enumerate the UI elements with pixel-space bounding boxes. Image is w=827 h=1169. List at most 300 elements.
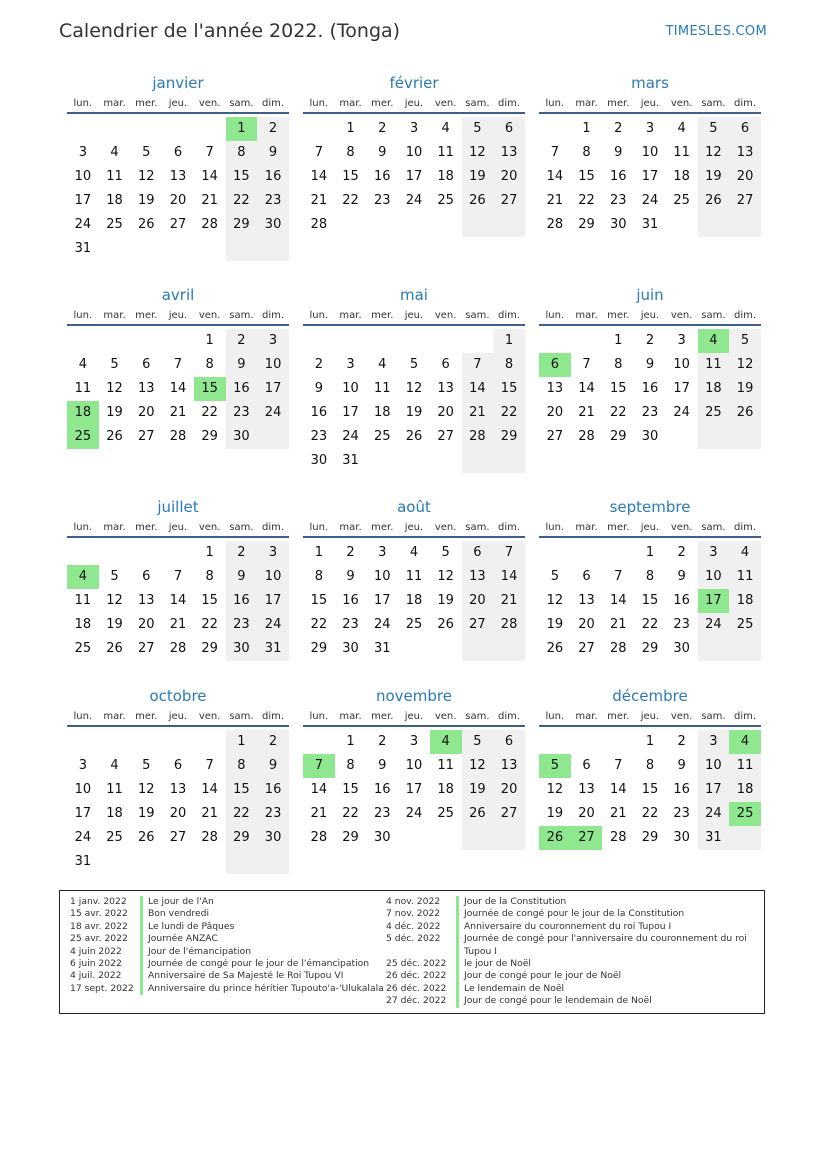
day-cell: 6 bbox=[729, 117, 761, 141]
weekday-label: sam. bbox=[701, 98, 726, 109]
day-cell: 18 bbox=[729, 589, 761, 613]
day-cell: 25 bbox=[437, 193, 454, 208]
weekday-label: jeu. bbox=[404, 522, 424, 533]
day-cell: 28 bbox=[546, 217, 564, 232]
day-cell: 30 bbox=[226, 637, 258, 661]
weekday-label: jeu. bbox=[640, 522, 660, 533]
empty-cell bbox=[335, 213, 367, 237]
day-cell: 18 bbox=[106, 806, 123, 821]
empty-cell bbox=[162, 730, 194, 754]
weekday-label: lun. bbox=[545, 522, 565, 533]
day-cell: 22 bbox=[201, 617, 218, 632]
day-cell: 13 bbox=[493, 141, 525, 165]
day-cell: 11 bbox=[437, 758, 454, 773]
weekday-header bbox=[539, 305, 761, 326]
weekday-label: mar. bbox=[103, 522, 126, 533]
day-cell: 1 bbox=[314, 545, 323, 560]
day-cell: 11 bbox=[405, 569, 423, 584]
day-cell: 23 bbox=[310, 429, 328, 444]
day-cell: 28 bbox=[169, 641, 187, 656]
day-cell: 26 bbox=[405, 429, 423, 444]
empty-cell bbox=[462, 826, 494, 850]
day-cell: 13 bbox=[493, 754, 525, 778]
empty-cell bbox=[67, 117, 99, 141]
day-cell: 24 bbox=[257, 613, 289, 637]
day-cell: 13 bbox=[437, 381, 454, 396]
page-title: Calendrier de l'année 2022. (Tonga) bbox=[59, 20, 401, 42]
day-cell: 23 bbox=[342, 617, 359, 632]
holiday-legend-row bbox=[70, 908, 384, 920]
day-cell: 25 bbox=[437, 806, 454, 821]
day-cell: 17 bbox=[405, 169, 423, 184]
day-cell: 2 bbox=[645, 333, 655, 348]
day-cell: 4 bbox=[110, 758, 119, 773]
day-cell: 7 bbox=[582, 357, 591, 372]
day-cell: 5 bbox=[409, 357, 419, 372]
day-cell: 16 bbox=[310, 405, 328, 420]
weekday-label: dim. bbox=[262, 310, 285, 321]
holiday-legend-row bbox=[386, 921, 756, 933]
day-cell: 24 bbox=[257, 401, 289, 425]
weekday-label: sam. bbox=[465, 310, 490, 321]
empty-cell bbox=[162, 329, 194, 353]
holiday-date: 1 janv. 2022 bbox=[70, 896, 127, 907]
day-cell: 16 bbox=[226, 377, 258, 401]
day-cell: 29 bbox=[578, 217, 595, 232]
empty-cell bbox=[99, 730, 131, 754]
day-grid bbox=[303, 329, 525, 473]
empty-cell bbox=[303, 117, 335, 141]
day-cell: 4 bbox=[67, 565, 99, 589]
weekday-label: ven. bbox=[670, 711, 693, 722]
day-cell: 1 bbox=[493, 329, 525, 353]
empty-cell bbox=[493, 826, 525, 850]
holiday-name: Jour de congé pour le lendemain de Noël bbox=[456, 995, 756, 1007]
empty-cell bbox=[430, 637, 462, 661]
weekday-label: mer. bbox=[371, 522, 394, 533]
empty-cell bbox=[162, 850, 194, 874]
day-cell: 11 bbox=[673, 145, 690, 160]
month-name: janvier bbox=[152, 74, 204, 92]
day-cell: 21 bbox=[609, 617, 627, 632]
month-name: juillet bbox=[157, 498, 199, 516]
day-cell: 3 bbox=[257, 329, 289, 353]
holiday-date: 4 déc. 2022 bbox=[386, 920, 441, 932]
weekday-label: sam. bbox=[229, 522, 254, 533]
empty-cell bbox=[130, 850, 162, 874]
weekday-label: lun. bbox=[309, 711, 329, 722]
day-cell: 7 bbox=[614, 569, 623, 584]
weekday-label: sam. bbox=[701, 711, 726, 722]
day-cell: 30 bbox=[641, 429, 659, 444]
holiday-legend-row bbox=[386, 970, 756, 982]
day-cell: 12 bbox=[106, 381, 123, 396]
empty-cell bbox=[99, 117, 131, 141]
day-cell: 29 bbox=[493, 425, 525, 449]
day-cell: 11 bbox=[106, 169, 123, 184]
day-cell: 15 bbox=[310, 593, 328, 608]
day-cell: 1 bbox=[582, 121, 591, 136]
empty-cell bbox=[462, 213, 494, 237]
day-cell: 24 bbox=[373, 617, 391, 632]
weekday-label: jeu. bbox=[404, 711, 424, 722]
holiday-legend-row bbox=[70, 946, 384, 958]
day-cell: 22 bbox=[226, 802, 258, 826]
day-cell: 27 bbox=[462, 613, 494, 637]
empty-cell bbox=[462, 329, 494, 353]
weekday-label: jeu. bbox=[640, 310, 660, 321]
day-cell: 20 bbox=[578, 617, 595, 632]
day-cell: 23 bbox=[257, 802, 289, 826]
empty-cell bbox=[162, 117, 194, 141]
weekday-label: sam. bbox=[229, 711, 254, 722]
day-cell: 26 bbox=[437, 617, 454, 632]
day-cell: 4 bbox=[729, 730, 761, 754]
day-cell: 31 bbox=[373, 641, 391, 656]
weekday-label: dim. bbox=[262, 98, 285, 109]
empty-cell bbox=[67, 541, 99, 565]
day-cell: 2 bbox=[226, 329, 258, 353]
day-cell: 5 bbox=[539, 754, 571, 778]
day-cell: 16 bbox=[226, 589, 258, 613]
day-cell: 10 bbox=[257, 353, 289, 377]
day-cell: 24 bbox=[698, 802, 730, 826]
day-grid bbox=[539, 117, 761, 237]
day-cell: 29 bbox=[609, 429, 627, 444]
weekday-label: ven. bbox=[670, 98, 693, 109]
day-cell: 9 bbox=[346, 569, 355, 584]
day-cell: 21 bbox=[201, 193, 218, 208]
day-cell: 9 bbox=[378, 145, 387, 160]
day-cell: 15 bbox=[342, 782, 359, 797]
day-cell: 27 bbox=[493, 802, 525, 826]
day-cell: 6 bbox=[582, 569, 591, 584]
weekday-label: lun. bbox=[73, 711, 93, 722]
day-cell: 28 bbox=[493, 613, 525, 637]
day-cell: 14 bbox=[310, 782, 328, 797]
weekday-label: mar. bbox=[339, 310, 362, 321]
weekday-label: dim. bbox=[734, 98, 757, 109]
day-cell: 12 bbox=[462, 754, 494, 778]
month-name: mai bbox=[400, 286, 428, 304]
day-cell: 19 bbox=[106, 405, 123, 420]
weekday-header bbox=[539, 517, 761, 538]
empty-cell bbox=[226, 237, 258, 261]
empty-cell bbox=[99, 329, 131, 353]
weekday-label: jeu. bbox=[404, 98, 424, 109]
day-cell: 15 bbox=[226, 165, 258, 189]
day-cell: 27 bbox=[729, 189, 761, 213]
day-cell: 17 bbox=[74, 193, 92, 208]
day-cell: 12 bbox=[137, 782, 155, 797]
day-cell: 9 bbox=[226, 565, 258, 589]
day-cell: 5 bbox=[698, 117, 730, 141]
day-cell: 13 bbox=[137, 593, 155, 608]
day-cell: 6 bbox=[173, 145, 183, 160]
empty-cell bbox=[303, 329, 335, 353]
holiday-date: 18 avr. 2022 bbox=[70, 920, 128, 932]
weekday-label: lun. bbox=[73, 98, 93, 109]
day-cell: 28 bbox=[310, 830, 328, 845]
day-cell: 27 bbox=[493, 189, 525, 213]
day-cell: 17 bbox=[641, 169, 659, 184]
weekday-label: dim. bbox=[734, 711, 757, 722]
day-cell: 9 bbox=[226, 353, 258, 377]
day-cell: 7 bbox=[303, 754, 335, 778]
day-cell: 12 bbox=[437, 569, 454, 584]
day-cell: 26 bbox=[137, 830, 155, 845]
day-cell: 18 bbox=[673, 169, 690, 184]
day-cell: 20 bbox=[462, 589, 494, 613]
weekday-label: sam. bbox=[229, 98, 254, 109]
empty-cell bbox=[462, 449, 494, 473]
weekday-label: mar. bbox=[103, 310, 126, 321]
month-name: juin bbox=[636, 286, 664, 304]
empty-cell bbox=[539, 541, 571, 565]
day-cell: 6 bbox=[142, 569, 151, 584]
weekday-label: dim. bbox=[734, 522, 757, 533]
holiday-date: 26 déc. 2022 bbox=[386, 982, 447, 994]
day-cell: 28 bbox=[462, 425, 494, 449]
empty-cell bbox=[493, 449, 525, 473]
month-block bbox=[539, 73, 761, 237]
day-cell: 15 bbox=[493, 377, 525, 401]
weekday-label: mar. bbox=[103, 98, 126, 109]
empty-cell bbox=[162, 237, 194, 261]
day-cell: 30 bbox=[673, 830, 690, 845]
day-cell: 14 bbox=[462, 377, 494, 401]
month-name: septembre bbox=[609, 498, 691, 516]
day-cell: 22 bbox=[493, 401, 525, 425]
day-cell: 16 bbox=[673, 782, 690, 797]
weekday-label: lun. bbox=[545, 711, 565, 722]
month-block bbox=[539, 285, 761, 449]
day-cell: 9 bbox=[677, 569, 686, 584]
holiday-date: 15 avr. 2022 bbox=[70, 908, 128, 920]
day-grid bbox=[303, 730, 525, 850]
weekday-label: sam. bbox=[701, 522, 726, 533]
empty-cell bbox=[366, 449, 398, 473]
day-cell: 20 bbox=[729, 165, 761, 189]
empty-cell bbox=[729, 213, 761, 237]
day-cell: 12 bbox=[546, 593, 564, 608]
day-cell: 11 bbox=[729, 565, 761, 589]
day-cell: 7 bbox=[462, 353, 494, 377]
day-cell: 12 bbox=[106, 593, 123, 608]
day-cell: 3 bbox=[645, 121, 655, 136]
day-cell: 11 bbox=[74, 593, 92, 608]
day-cell: 23 bbox=[673, 617, 690, 632]
day-cell: 1 bbox=[346, 734, 355, 749]
day-cell: 22 bbox=[641, 806, 659, 821]
day-grid bbox=[539, 329, 761, 449]
holiday-name: Journée de congé pour l'anniversaire du couronnement du roi Tupou I bbox=[456, 933, 756, 958]
day-cell: 20 bbox=[493, 165, 525, 189]
day-cell: 23 bbox=[673, 806, 690, 821]
day-cell: 14 bbox=[310, 169, 328, 184]
day-cell: 10 bbox=[257, 565, 289, 589]
day-cell: 18 bbox=[67, 401, 99, 425]
empty-cell bbox=[130, 329, 162, 353]
day-cell: 17 bbox=[698, 778, 730, 802]
day-cell: 2 bbox=[257, 730, 289, 754]
day-cell: 26 bbox=[137, 217, 155, 232]
empty-cell bbox=[539, 329, 571, 353]
day-grid bbox=[67, 117, 289, 261]
weekday-label: ven. bbox=[434, 522, 457, 533]
day-cell: 9 bbox=[645, 357, 655, 372]
day-cell: 22 bbox=[226, 189, 258, 213]
day-cell: 8 bbox=[226, 754, 258, 778]
day-cell: 26 bbox=[698, 189, 730, 213]
day-cell: 4 bbox=[698, 329, 730, 353]
day-cell: 6 bbox=[493, 730, 525, 754]
weekday-label: lun. bbox=[309, 522, 329, 533]
holiday-legend-right-column bbox=[386, 896, 756, 1008]
day-cell: 9 bbox=[677, 758, 686, 773]
holiday-name: Anniversaire du couronnement du roi Tupou I bbox=[456, 921, 756, 933]
holiday-date: 27 déc. 2022 bbox=[386, 995, 447, 1007]
day-cell: 27 bbox=[137, 641, 155, 656]
empty-cell bbox=[602, 730, 634, 754]
day-cell: 13 bbox=[462, 565, 494, 589]
day-cell: 4 bbox=[110, 145, 119, 160]
weekday-header bbox=[539, 93, 761, 114]
day-cell: 14 bbox=[169, 593, 187, 608]
weekday-label: dim. bbox=[498, 98, 521, 109]
holiday-legend-row bbox=[386, 896, 756, 908]
empty-cell bbox=[398, 213, 430, 237]
brand-link[interactable]: TIMESLES.COM bbox=[665, 24, 767, 39]
day-cell: 24 bbox=[342, 429, 359, 444]
empty-cell bbox=[67, 329, 99, 353]
holiday-legend-row bbox=[70, 970, 384, 982]
holiday-date: 5 déc. 2022 bbox=[386, 933, 441, 945]
day-cell: 17 bbox=[405, 782, 423, 797]
day-cell: 27 bbox=[169, 217, 187, 232]
day-cell: 18 bbox=[405, 593, 423, 608]
day-cell: 12 bbox=[698, 141, 730, 165]
holiday-legend-row bbox=[70, 983, 384, 995]
day-cell: 20 bbox=[169, 193, 187, 208]
empty-cell bbox=[194, 850, 226, 874]
weekday-header bbox=[67, 706, 289, 727]
day-cell: 25 bbox=[373, 429, 391, 444]
weekday-label: mer. bbox=[371, 711, 394, 722]
day-cell: 7 bbox=[205, 758, 214, 773]
month-name: mars bbox=[631, 74, 669, 92]
day-cell: 6 bbox=[173, 758, 183, 773]
empty-cell bbox=[99, 850, 131, 874]
day-cell: 9 bbox=[614, 145, 623, 160]
day-cell: 30 bbox=[673, 641, 690, 656]
day-cell: 7 bbox=[493, 541, 525, 565]
day-cell: 28 bbox=[201, 217, 218, 232]
day-cell: 19 bbox=[698, 165, 730, 189]
empty-cell bbox=[698, 213, 730, 237]
day-cell: 10 bbox=[673, 357, 690, 372]
empty-cell bbox=[398, 329, 430, 353]
day-cell: 27 bbox=[437, 429, 454, 444]
weekday-label: sam. bbox=[465, 711, 490, 722]
day-cell: 1 bbox=[645, 545, 655, 560]
holiday-name: Le lendemain de Noël bbox=[456, 983, 756, 995]
day-cell: 23 bbox=[609, 193, 627, 208]
day-cell: 28 bbox=[578, 429, 595, 444]
holiday-legend-row bbox=[386, 995, 756, 1007]
empty-cell bbox=[571, 541, 603, 565]
day-cell: 15 bbox=[342, 169, 359, 184]
day-cell: 18 bbox=[729, 778, 761, 802]
day-cell: 31 bbox=[257, 637, 289, 661]
day-cell: 12 bbox=[729, 353, 761, 377]
day-cell: 6 bbox=[462, 541, 494, 565]
month-block bbox=[67, 73, 289, 261]
day-cell: 22 bbox=[609, 405, 627, 420]
weekday-label: mer. bbox=[135, 310, 158, 321]
day-cell: 9 bbox=[257, 754, 289, 778]
day-cell: 30 bbox=[342, 641, 359, 656]
day-grid bbox=[67, 541, 289, 661]
day-cell: 26 bbox=[546, 641, 564, 656]
day-cell: 5 bbox=[462, 730, 494, 754]
day-cell: 4 bbox=[430, 730, 462, 754]
day-cell: 22 bbox=[641, 617, 659, 632]
day-cell: 15 bbox=[226, 778, 258, 802]
day-cell: 25 bbox=[67, 425, 99, 449]
empty-cell bbox=[539, 117, 571, 141]
day-cell: 2 bbox=[677, 545, 686, 560]
day-cell: 8 bbox=[582, 145, 591, 160]
holiday-date: 4 juil. 2022 bbox=[70, 970, 122, 982]
month-name: décembre bbox=[612, 687, 688, 705]
holiday-name: Bon vendredi bbox=[140, 908, 209, 920]
day-cell: 15 bbox=[641, 782, 659, 797]
day-cell: 19 bbox=[729, 377, 761, 401]
day-cell: 1 bbox=[645, 734, 655, 749]
day-cell: 25 bbox=[106, 830, 123, 845]
day-cell: 25 bbox=[106, 217, 123, 232]
day-cell: 29 bbox=[310, 641, 328, 656]
holiday-name: Le lundi de Pâques bbox=[140, 921, 234, 933]
empty-cell bbox=[194, 117, 226, 141]
day-cell: 1 bbox=[346, 121, 355, 136]
holiday-legend-row bbox=[386, 908, 756, 920]
weekday-label: jeu. bbox=[168, 310, 188, 321]
day-cell: 16 bbox=[609, 169, 627, 184]
weekday-label: mer. bbox=[371, 310, 394, 321]
day-cell: 30 bbox=[257, 826, 289, 850]
day-cell: 23 bbox=[226, 613, 258, 637]
weekday-label: ven. bbox=[198, 310, 221, 321]
day-cell: 6 bbox=[539, 353, 571, 377]
day-cell: 14 bbox=[201, 169, 218, 184]
weekday-label: lun. bbox=[73, 522, 93, 533]
weekday-label: jeu. bbox=[404, 310, 424, 321]
month-block bbox=[539, 497, 761, 661]
day-cell: 28 bbox=[201, 830, 218, 845]
holiday-legend bbox=[59, 890, 765, 1014]
day-cell: 12 bbox=[462, 141, 494, 165]
day-cell: 21 bbox=[546, 193, 564, 208]
weekday-label: lun. bbox=[545, 98, 565, 109]
day-cell: 20 bbox=[169, 806, 187, 821]
empty-cell bbox=[99, 237, 131, 261]
day-cell: 4 bbox=[378, 357, 387, 372]
day-grid bbox=[303, 117, 525, 237]
day-cell: 21 bbox=[609, 806, 627, 821]
day-cell: 14 bbox=[546, 169, 564, 184]
